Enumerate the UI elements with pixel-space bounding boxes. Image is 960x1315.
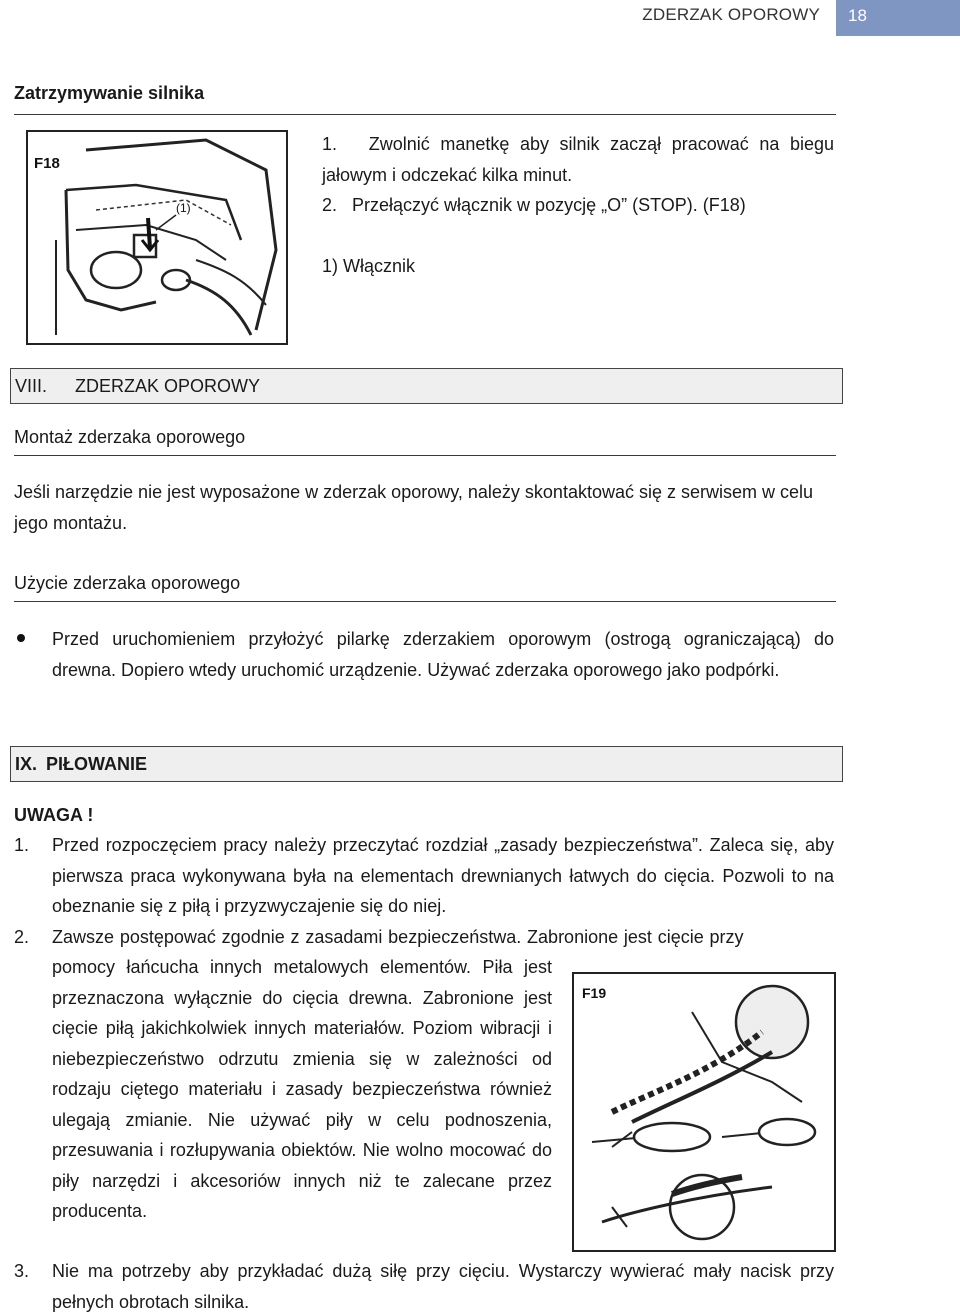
- figure-callout-1: (1): [176, 201, 191, 215]
- switch-legend: 1) Włącznik: [322, 256, 416, 276]
- warning-label: UWAGA !: [14, 805, 94, 825]
- use-heading: Użycie zderzaka oporowego: [14, 573, 241, 593]
- item-3-text: Nie ma potrzeby aby przykładać dużą siłę przy cięciu. Wystarczy wywierać mały nacisk przy pełnych obrotach silnika.: [52, 1261, 834, 1312]
- section-8-title: ZDERZAK OPOROWY: [75, 376, 261, 396]
- figure-f19: [572, 972, 836, 1252]
- switch-illustration: [26, 130, 288, 345]
- bullet-dot: [17, 634, 25, 642]
- figure-f18: [26, 130, 288, 345]
- section-9-header: [10, 746, 843, 782]
- use-bullet-text: Przed uruchomieniem przyłożyć pilarkę zderzakiem oporowym (ostrogą ograniczającą) do drewna. Dopiero wtedy uruchomić urządzenie. Używać zderzaka oporowego jako podpórki.: [52, 629, 834, 680]
- item-2-number: 2.: [14, 927, 30, 947]
- stop-step-1: 1. Zwolnić manetkę aby silnik zaczął pracować na biegu jałowym i odczekać kilka minut.: [322, 134, 834, 185]
- section-8-header: [10, 368, 843, 404]
- heading-rule: [14, 114, 836, 115]
- section-9-title: PIŁOWANIE: [46, 754, 148, 774]
- item-2-first-line: Zawsze postępować zgodnie z zasadami bezpieczeństwa. Zabronione jest cięcie przy: [52, 927, 744, 947]
- item-1-number: 1.: [14, 835, 30, 855]
- mount-heading: Montaż zderzaka oporowego: [14, 427, 246, 447]
- stop-step-2: 2. Przełączyć włącznik w pozycję „O” (STOP). (F18): [322, 195, 746, 215]
- figure-label-f19: F19: [582, 985, 607, 1001]
- item-2-text: pomocy łańcucha innych metalowych elementów. Piła jest przeznaczona wyłącznie do cięcia drewna. Zabronione jest cięcie piłą jakichkolwiek innych materiałów. Poziom wibracji i niebezpieczeństwo odrzutu zmienia się w zależności od rodzaju ciętego materiału i zasady bezpieczeństwa również ulegają zmianie. Nie używać piły w celu podnoszenia, przesuwania i rozłupywania obiektów. Nie wolno mocować do piły narzędzi i akcesoriów innych niż te zalecane przez producenta.: [52, 957, 552, 1221]
- item-1-text: Przed rozpoczęciem pracy należy przeczytać rozdział „zasady bezpieczeństwa”. Zaleca się, aby pierwsza praca wykonywana była na elementach drewnianych łatwych do cięcia. Pozwoli to na obeznanie się z piłą i przyzwyczajenie się do niej.: [52, 835, 834, 916]
- section-8-number: VIII.: [15, 376, 48, 396]
- heading-rule: [14, 601, 836, 602]
- figure-label-f18: F18: [34, 155, 60, 172]
- kickback-illustration: [572, 972, 836, 1252]
- mount-text: Jeśli narzędzie nie jest wyposażone w zderzak oporowy, należy skontaktować się z serwisem w celu jego montażu.: [14, 482, 814, 533]
- item-3-number: 3.: [14, 1261, 30, 1281]
- stop-engine-heading: Zatrzymywanie silnika: [14, 83, 205, 103]
- section-9-number: IX.: [15, 754, 38, 774]
- page-number-badge: 18: [836, 0, 960, 36]
- running-header-title: ZDERZAK OPOROWY: [642, 5, 820, 24]
- heading-rule: [14, 455, 836, 456]
